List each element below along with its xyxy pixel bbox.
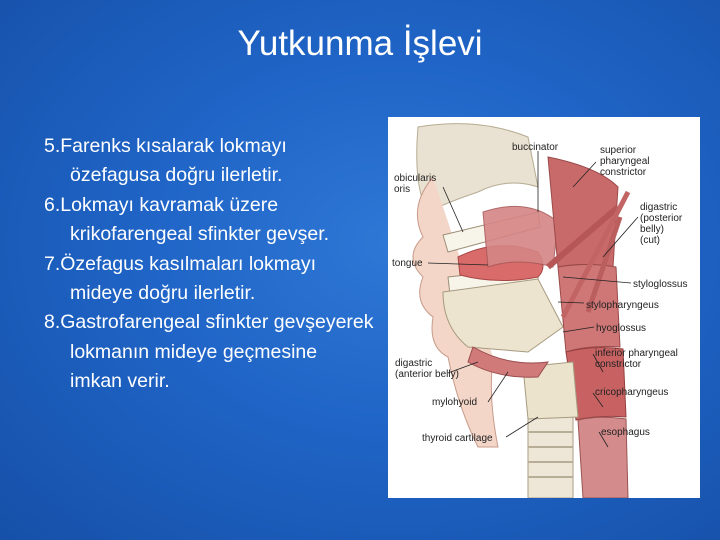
label-hyoglossus: hyoglossus xyxy=(596,323,647,334)
slide-title: Yutkunma İşlevi xyxy=(237,24,483,63)
label-tongue: tongue xyxy=(392,258,423,269)
label-buccinator: buccinator xyxy=(512,142,559,153)
trachea xyxy=(528,417,573,498)
label-styloglossus: styloglossus xyxy=(633,279,688,290)
list-item: 5.Farenks kısalarak lokmayı özefagusa doğru ilerletir. xyxy=(44,135,287,187)
label-stylopharyngeus: stylopharyngeus xyxy=(586,300,659,311)
label-inferior-pharyngeal-constrictor: inferior pharyngeal constrictor xyxy=(595,348,678,370)
label-esophagus: esophagus xyxy=(601,427,650,438)
mandible xyxy=(443,279,563,352)
label-mylohyoid: mylohyoid xyxy=(432,397,478,408)
label-digastric-anterior: digastric (anterior belly) xyxy=(395,358,459,380)
buccinator-muscle xyxy=(483,206,558,267)
label-digastric-posterior: digastric (posterior belly) (cut) xyxy=(640,202,683,246)
list-item: 7.Özefagus kasılmaları lokmayı mideye doğru ilerletir. xyxy=(44,252,317,305)
label-superior-pharyngeal-constrictor: superior pharyngeal constrictor xyxy=(600,145,650,178)
list-item: 6.Lokmayı kavramak üzere krikofarengeal sfinkter gevşer. xyxy=(44,193,330,246)
label-thyroid-cartilage: thyroid cartilage xyxy=(422,433,493,444)
pharynx-anatomy-figure xyxy=(388,117,700,498)
label-obicularis-oris: obicularis oris xyxy=(394,173,437,195)
list-item: 8.Gastrofarengeal sfinkter gevşeyerek lokmanın mideye geçmesine imkan verir. xyxy=(44,311,374,393)
bullet-list xyxy=(44,132,374,397)
label-cricopharyngeus: cricopharyngeus xyxy=(595,387,669,398)
